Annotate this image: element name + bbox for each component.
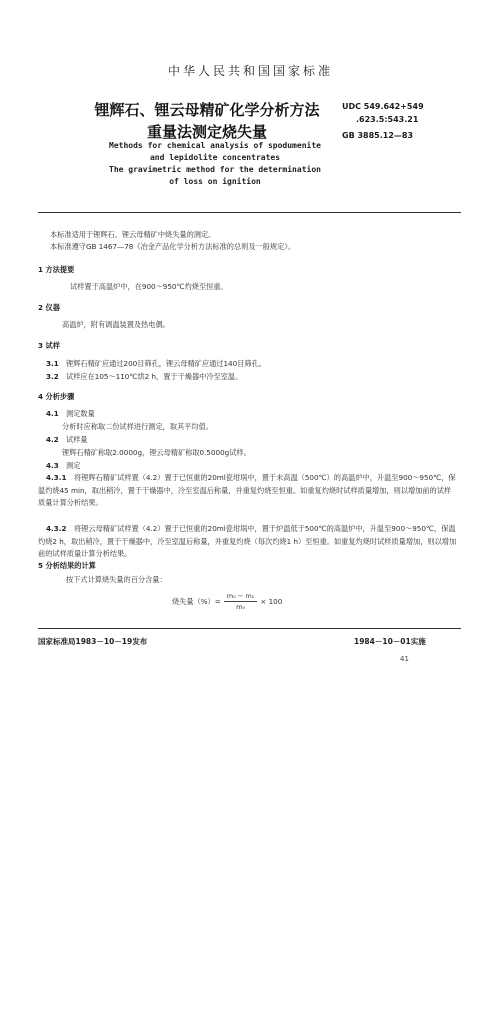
udc-line-2: .623.5:543.21 bbox=[356, 115, 419, 124]
formula-denominator: m₀ bbox=[236, 603, 245, 611]
standard-number: GB 3885.12—83 bbox=[342, 131, 414, 140]
english-title bbox=[0, 140, 430, 188]
section-5-heading: 5 分析结果的计算 bbox=[38, 561, 96, 570]
loss-on-ignition-formula bbox=[172, 592, 282, 611]
effective-date: 1984－10－01实施 bbox=[354, 637, 426, 646]
clause-4-1-label: 测定数量 bbox=[66, 409, 95, 418]
section-1-heading: 1 方法提要 bbox=[38, 265, 75, 274]
clause-3-1-text: 锂辉石精矿应通过200目筛孔，锂云母精矿应通过140目筛孔。 bbox=[66, 359, 266, 368]
section-2-heading: 2 仪器 bbox=[38, 303, 60, 312]
clause-3-2-text: 试样应在105～110℃烘2 h，置于干燥器中冷至室温。 bbox=[66, 372, 243, 381]
issue-date: 国家标准局1983－10－19发布 bbox=[38, 637, 148, 646]
intro-line-2: 本标准遵守GB 1467—78《冶金产品化学分析方法标准的总则及一般规定》。 bbox=[50, 242, 296, 251]
section-3-heading: 3 试样 bbox=[38, 341, 60, 350]
section-4-heading: 4 分析步骤 bbox=[38, 392, 75, 401]
clause-3-1-number: 3.1 bbox=[46, 359, 59, 368]
clause-4-3-2-number: 4.3.2 bbox=[46, 524, 67, 533]
formula-fraction bbox=[224, 592, 257, 611]
section-5-text: 按下式计算烧失量的百分含量： bbox=[66, 575, 167, 584]
clause-4-1-number: 4.1 bbox=[46, 409, 59, 418]
formula-lhs: 烧失量（%）= bbox=[172, 596, 221, 606]
english-title-line-4: of loss on ignition bbox=[169, 177, 261, 186]
page-number: 41 bbox=[400, 655, 409, 663]
document-title bbox=[92, 99, 322, 143]
clause-4-2-label: 试样量 bbox=[66, 435, 88, 444]
clause-4-3-2-text: 将锂云母精矿试样置（4.2）置于已恒重的20ml瓷坩埚中，置于炉温低于500℃的高温炉中，升温至900～950℃，保温灼烧2 h，取出稍冷，置于干燥器中，冷至室温后称量，并重复灼烧（每次灼烧1 h）至恒重。如重复灼烧时试样质量增加，则以增加前的试样质量计算分析结果。 bbox=[38, 524, 457, 558]
formula-factor: × 100 bbox=[260, 597, 283, 606]
intro-line-1: 本标准适用于锂辉石、锂云母精矿中烧失量的测定。 bbox=[50, 230, 216, 239]
section-1-text: 试样置于高温炉中，在900～950℃灼烧至恒重。 bbox=[70, 282, 228, 291]
english-title-line-2: and lepidolite concentrates bbox=[149, 153, 281, 162]
clause-4-3-number: 4.3 bbox=[46, 461, 59, 470]
clause-4-2-text: 锂辉石精矿称取2.0000g，锂云母精矿称取0.5000g试样。 bbox=[62, 448, 251, 457]
english-title-line-1: Methods for chemical analysis of spodumenite bbox=[109, 141, 321, 150]
clause-3-2-number: 3.2 bbox=[46, 372, 59, 381]
title-line-1: 锂辉石、锂云母精矿化学分析方法 bbox=[94, 101, 320, 119]
clause-4-3-label: 测定 bbox=[66, 461, 81, 470]
title-line-2: 重量法测定烧失量 bbox=[146, 123, 267, 141]
formula-numerator: m₀ − m₁ bbox=[224, 592, 257, 602]
clause-4-2-number: 4.2 bbox=[46, 435, 59, 444]
header-divider bbox=[38, 212, 461, 213]
udc-code bbox=[342, 100, 424, 126]
section-2-text: 高温炉，附有调温装置及热电偶。 bbox=[62, 320, 170, 329]
national-standard-header: 中华人民共和国国家标准 bbox=[167, 64, 333, 78]
clause-4-3-1-text: 将锂辉石精矿试样置（4.2）置于已恒重的20ml瓷坩埚中，置于未高温（500℃）的高温炉中，升温至900～950℃，保温灼烧45 min，取出稍冷，置于干燥器中，冷至室温后称量，并重复灼烧至恒重。如重复灼烧时试样质量增加，则以增加前的试样质量计算分析结果。 bbox=[38, 473, 456, 507]
udc-line-1: UDC 549.642+549 bbox=[342, 102, 424, 111]
footer-divider bbox=[38, 628, 461, 629]
english-title-line-3: The gravimetric method for the determination bbox=[109, 165, 321, 174]
clause-4-1-text: 分析时应称取二份试样进行测定，取其平均值。 bbox=[62, 422, 213, 431]
clause-4-3-1-number: 4.3.1 bbox=[46, 473, 67, 482]
